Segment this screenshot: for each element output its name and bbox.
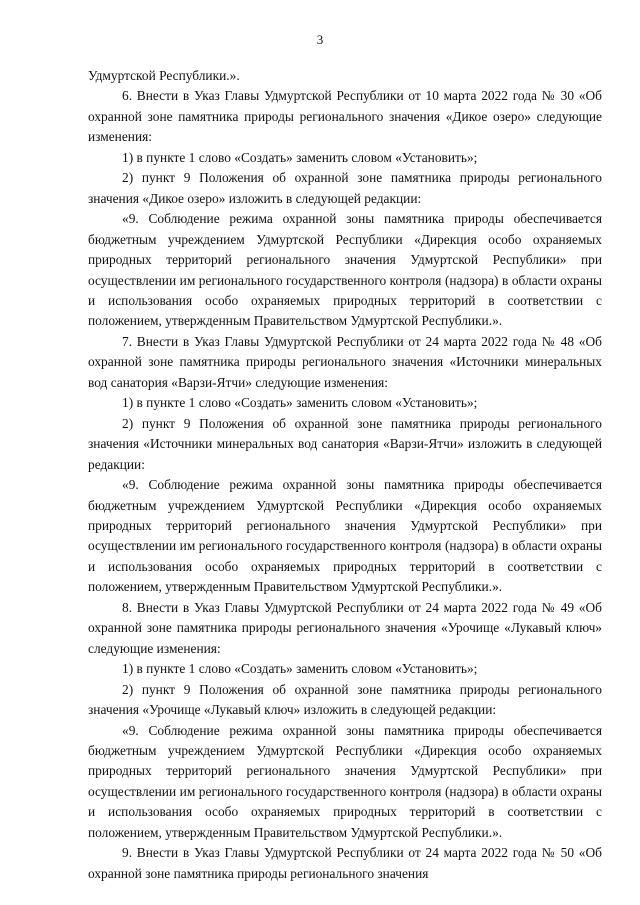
paragraph-item-7: 7. Внести в Указ Главы Удмуртской Республики от 24 марта 2022 года № 48 «Об охранной зоне памятника природы регионального значения «Источники минеральных вод санатория «Варзи-Ятчи» следующие изменения: bbox=[88, 333, 602, 390]
paragraph-continuation: Удмуртской Республики.». bbox=[88, 68, 240, 83]
paragraph-item-8-quote: «9. Соблюдение режима охранной зоны памятника природы обеспечивается бюджетным учреждением Удмуртской Республики «Дирекция особо охраняемых природных территорий регионального значения Удмуртской Республики» при осуществлении им регионального государственного контроля (надзора) в области охраны и использования особо охраняемых природных территорий в соответствии с положением, утвержденным Правительством Удмуртской Республики.». bbox=[88, 722, 602, 840]
paragraph-item-8-subitem-2: 2) пункт 9 Положения об охранной зоне памятника природы регионального значения «Урочище «Лукавый ключ» изложить в следующей редакции: bbox=[88, 681, 602, 718]
paragraph-item-6-subitem-2: 2) пункт 9 Положения об охранной зоне памятника природы регионального значения «Дикое озеро» изложить в следующей редакции: bbox=[88, 170, 602, 206]
paragraph-item-9: 9. Внести в Указ Главы Удмуртской Республики от 24 марта 2022 года № 50 «Об охранной зоне памятника природы регионального значения bbox=[88, 845, 602, 881]
paragraph-item-7-quote: «9. Соблюдение режима охранной зоны памятника природы обеспечивается бюджетным учреждением Удмуртской Республики «Дирекция особо охраняемых природных территорий регионального значения Удмуртской Республики» при осуществлении им регионального государственного контроля (надзора) в области охраны и использования особо охраняемых природных территорий в соответствии с положением, утвержденным Правительством Удмуртской Республики.». bbox=[88, 477, 602, 595]
document-body bbox=[88, 66, 602, 884]
paragraph-item-8-subitem-1: 1) в пункте 1 слово «Создать» заменить словом «Установить»; bbox=[122, 661, 478, 677]
paragraph-item-6-quote: «9. Соблюдение режима охранной зоны памятника природы обеспечивается бюджетным учреждением Удмуртской Республики «Дирекция особо охраняемых природных территорий регионального значения Удмуртской Республики» при осуществлении им регионального государственного контроля (надзора) в области охраны и использования особо охраняемых природных территорий в соответствии с положением, утвержденным Правительством Удмуртской Республики.». bbox=[88, 211, 602, 329]
paragraph-item-8: 8. Внести в Указ Главы Удмуртской Республики от 24 марта 2022 года № 49 «Об охранной зоне памятника природы регионального значения «Урочище «Лукавый ключ» следующие изменения: bbox=[88, 599, 602, 656]
paragraph-item-7-subitem-2: 2) пункт 9 Положения об охранной зоне памятника природы регионального значения «Источники минеральных вод санатория «Варзи-Ятчи» изложить в следующей редакции: bbox=[88, 415, 602, 472]
page-number: 3 bbox=[316, 32, 324, 47]
paragraph-item-6: 6. Внести в Указ Главы Удмуртской Республики от 10 марта 2022 года № 30 «Об охранной зоне памятника природы регионального значения «Дикое озеро» следующие изменения: bbox=[88, 88, 602, 145]
paragraph-item-7-subitem-1: 1) в пункте 1 слово «Создать» заменить словом «Установить»; bbox=[122, 395, 478, 411]
paragraph-item-6-subitem-1: 1) в пункте 1 слово «Создать» заменить словом «Установить»; bbox=[122, 149, 478, 165]
